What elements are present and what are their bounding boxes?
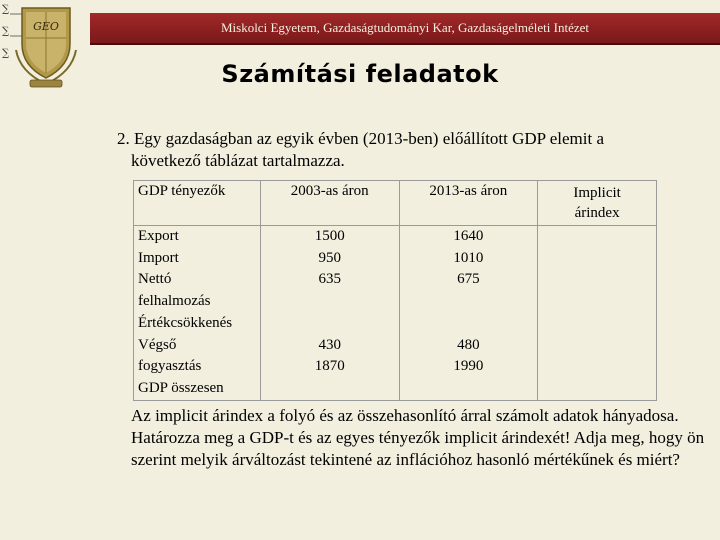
page-title: Számítási feladatok [221, 60, 499, 88]
value-2003-netto-felhalmozas: 635 [318, 271, 341, 288]
intro-line-2: következő táblázat tartalmazza. [131, 151, 345, 170]
task-paragraph-2: Határozza meg a GDP-t és az egyes tényezők implicit árindexét! Adja meg, hogy ön szerint melyik árváltozást tekintené az inflációhoz hasonló mértékűnek és miért? [131, 428, 705, 469]
value-2003-import: 950 [318, 249, 341, 266]
spacer [265, 291, 395, 334]
value-2013-export: 1640 [453, 228, 484, 244]
header-band [90, 13, 720, 45]
value-2003-vegso-fogyasztas: 1870 [314, 358, 345, 375]
gdp-table [133, 180, 657, 401]
task-paragraph-1: Az implicit árindex a folyó és az összehasonlító árral számolt adatok hányadosa. [131, 406, 679, 425]
label-vegso: Végső [138, 336, 177, 353]
factor-labels-cell [134, 226, 261, 401]
label-fogyasztas: fogyasztás [138, 358, 202, 375]
label-felhalmozas: felhalmozás [138, 293, 211, 310]
implicit-index-cell [538, 226, 657, 401]
value-2003-ertekcsokkenes: 430 [318, 336, 341, 353]
svg-text:∑: ∑ [2, 48, 10, 59]
header-gdp-factors: GDP tényezők [134, 181, 261, 226]
table-header-row [134, 181, 657, 226]
value-2013-vegso-fogyasztas: 1990 [453, 358, 484, 375]
label-import: Import [138, 249, 179, 266]
prices-2013-cell [399, 226, 538, 401]
header-implicit-index [538, 181, 657, 226]
label-gdp-total: GDP összesen [138, 379, 224, 396]
institution-header: Miskolci Egyetem, Gazdaságtudományi Kar, Gazdaságelméleti Intézet [220, 20, 590, 35]
svg-text:∑: ∑ [2, 4, 10, 15]
svg-text:∑: ∑ [2, 26, 10, 37]
value-2003-export: 1500 [314, 228, 345, 244]
task-text [131, 405, 706, 471]
label-ertekcsokkenes: Értékcsökkenés [138, 314, 233, 331]
prices-2003-cell [260, 226, 399, 401]
table-body-row [134, 226, 657, 401]
header-2013-prices: 2013-as áron [399, 181, 538, 226]
value-2013-ertekcsokkenes: 480 [457, 336, 480, 353]
value-2013-import: 1010 [453, 249, 484, 266]
spacer [404, 291, 534, 334]
header-implicit-line-1: Implicit [573, 185, 621, 201]
header-implicit-line-2: árindex [574, 205, 620, 221]
header-2003-prices: 2003-as áron [260, 181, 399, 226]
logo-monogram: GEO [33, 20, 59, 33]
label-export: Export [138, 228, 179, 244]
intro-line-1: 2. Egy gazdaságban az egyik évben (2013-ben) előállított GDP elemit a [117, 129, 605, 148]
value-2013-netto-felhalmozas: 675 [457, 271, 480, 288]
label-netto: Nettó [138, 271, 172, 288]
intro-text [117, 128, 707, 172]
